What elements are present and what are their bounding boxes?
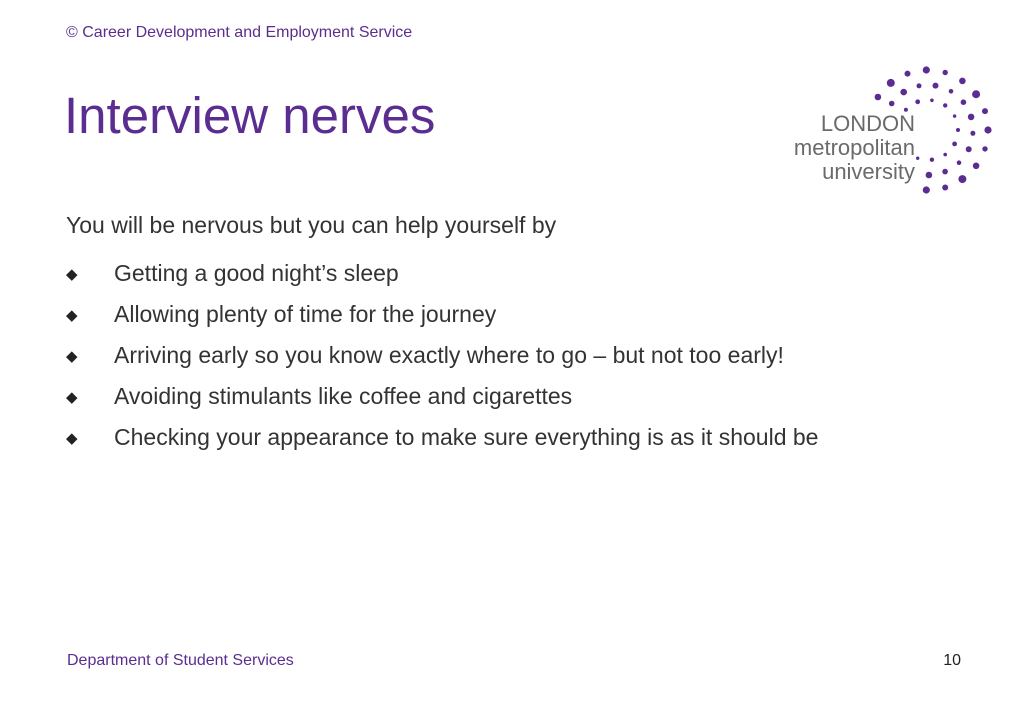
logo-dot (982, 108, 988, 114)
bullet-item (66, 335, 818, 376)
bullet-item (66, 417, 818, 458)
bullet-item (66, 376, 818, 417)
footer-department: Department of Student Services (67, 652, 294, 669)
logo-dot (982, 146, 987, 151)
bullet-text: Avoiding stimulants like coffee and cigarettes (114, 383, 573, 409)
logo-text-london: LONDON (820, 111, 915, 136)
logo-dot (926, 172, 933, 179)
logo-dot (943, 153, 947, 157)
slide-title: Interview nerves (64, 87, 436, 144)
logo-dot (957, 160, 962, 165)
bullet-item (66, 253, 818, 294)
logo-dot (923, 66, 930, 73)
university-logo (780, 50, 995, 195)
logo-dot (875, 94, 882, 101)
logo-dot (916, 157, 919, 160)
logo-dot (984, 126, 991, 133)
diamond-bullet-icon: ◆ (66, 429, 78, 447)
bullet-text: Getting a good night’s sleep (114, 260, 399, 286)
logo-dot (953, 114, 956, 117)
diamond-bullet-icon: ◆ (66, 306, 78, 324)
logo-dot (956, 128, 960, 132)
bullet-text: Checking your appearance to make sure everything is as it should be (114, 424, 819, 450)
logo-dot (917, 83, 922, 88)
bullet-text: Arriving early so you know exactly where to go – but not too early! (114, 342, 784, 368)
logo-dot (887, 79, 895, 87)
logo-dot (973, 163, 980, 170)
bullet-list (66, 253, 818, 458)
diamond-bullet-icon: ◆ (66, 347, 78, 365)
logo-dot (961, 99, 967, 105)
logo-dot (970, 131, 975, 136)
logo-text-university: university (822, 159, 915, 184)
diamond-bullet-icon: ◆ (66, 265, 78, 283)
intro-text: You will be nervous but you can help yourself by (66, 212, 557, 238)
logo-dot (958, 175, 966, 183)
logo-dot (905, 71, 911, 77)
logo-dot (942, 169, 948, 175)
logo-dot (943, 70, 948, 75)
copyright-notice: © Career Development and Employment Service (66, 24, 413, 41)
logo-dot (923, 186, 930, 193)
logo-dot (966, 146, 972, 152)
bullet-text: Allowing plenty of time for the journey (114, 301, 497, 327)
logo-dot (968, 114, 975, 121)
logo-dot (949, 89, 954, 94)
logo-dot (889, 101, 895, 107)
logo-text-metropolitan: metropolitan (793, 135, 915, 160)
logo-dot (930, 99, 934, 103)
bullet-item (66, 294, 818, 335)
logo-dot (900, 89, 907, 96)
logo-dot (943, 103, 947, 107)
logo-dot (933, 83, 939, 89)
logo-dot (942, 185, 948, 191)
logo-dot (952, 142, 957, 147)
diamond-bullet-icon: ◆ (66, 388, 78, 406)
logo-dot (972, 90, 980, 98)
logo-dot (930, 158, 934, 162)
page-number: 10 (943, 652, 961, 669)
logo-dot (915, 99, 920, 104)
logo-dot (959, 78, 966, 85)
